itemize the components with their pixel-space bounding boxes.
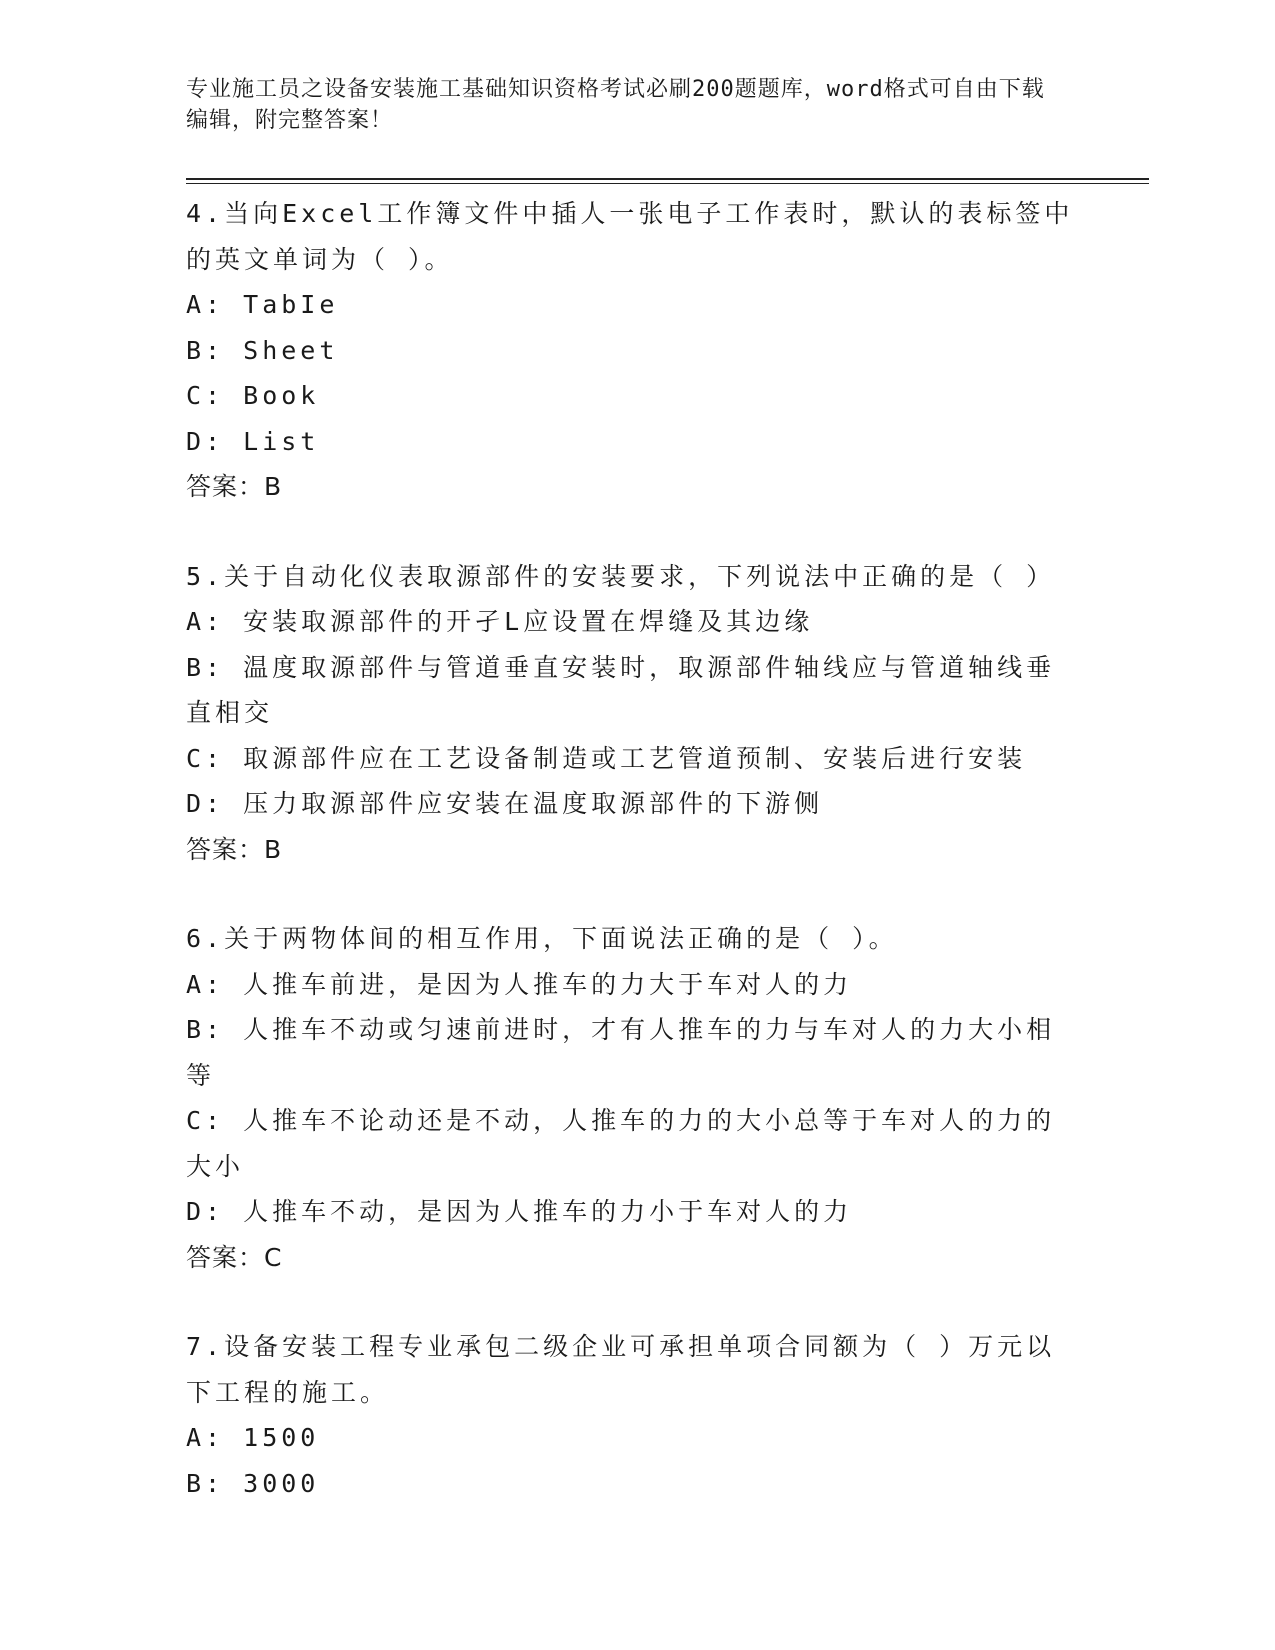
question-stem: 7.设备安装工程专业承包二级企业可承担单项合同额为（ ）万元以下工程的施工。 (186, 1332, 1056, 1407)
option-c: C: 取源部件应在工艺设备制造或工艺管道预制、安装后进行安装 (186, 743, 1027, 773)
option-b: B: 温度取源部件与管道垂直安装时，取源部件轴线应与管道轴线垂直相交 (186, 652, 1056, 727)
option-c: C: 人推车不论动还是不动，人推车的力的大小总等于车对人的力的大小 (186, 1106, 1056, 1181)
question-stem: 4.当向Excel工作簿文件中插人一张电子工作表时，默认的表标签中的英文单词为（ ）。 (186, 199, 1074, 274)
option-d: D: 压力取源部件应安装在温度取源部件的下游侧 (186, 789, 824, 818)
option-b: B: 人推车不动或匀速前进时，才有人推车的力与车对人的力大小相等 (186, 1015, 1056, 1090)
answer-label: 答案：B (186, 834, 283, 864)
option-b: B: Sheet (186, 335, 339, 365)
answer-label: 答案：C (186, 1242, 283, 1272)
answer-label: 答案：B (186, 472, 283, 501)
option-a: A: 1500 (186, 1423, 320, 1452)
document-header: 专业施工员之设备安装施工基础知识资格考试必刷200题题库，word格式可自由下载编辑，附完整答案！ (186, 77, 1045, 133)
question-list (186, 191, 1076, 1550)
option-a: A: TabIe (186, 290, 339, 319)
option-a: A: 人推车前进，是因为人推车的力大于车对人的力 (186, 969, 853, 999)
option-b: B: 3000 (186, 1468, 320, 1498)
question-4 (186, 191, 1076, 510)
question-6 (186, 916, 1076, 1280)
header-divider-thin (186, 183, 1149, 184)
option-d: D: 人推车不动，是因为人推车的力小于车对人的力 (186, 1197, 853, 1226)
option-d: D: List (186, 426, 320, 456)
question-7 (186, 1324, 1076, 1506)
question-stem: 6.关于两物体间的相互作用，下面说法正确的是（ ）。 (186, 924, 898, 953)
option-c: C: Book (186, 381, 320, 410)
question-5 (186, 554, 1076, 873)
option-a: A: 安装取源部件的开孑L应设置在焊缝及其边缘 (186, 607, 814, 636)
question-stem: 5.关于自动化仪表取源部件的安装要求，下列说法中正确的是（ ） (186, 561, 1056, 591)
header-divider-thick (186, 178, 1149, 180)
